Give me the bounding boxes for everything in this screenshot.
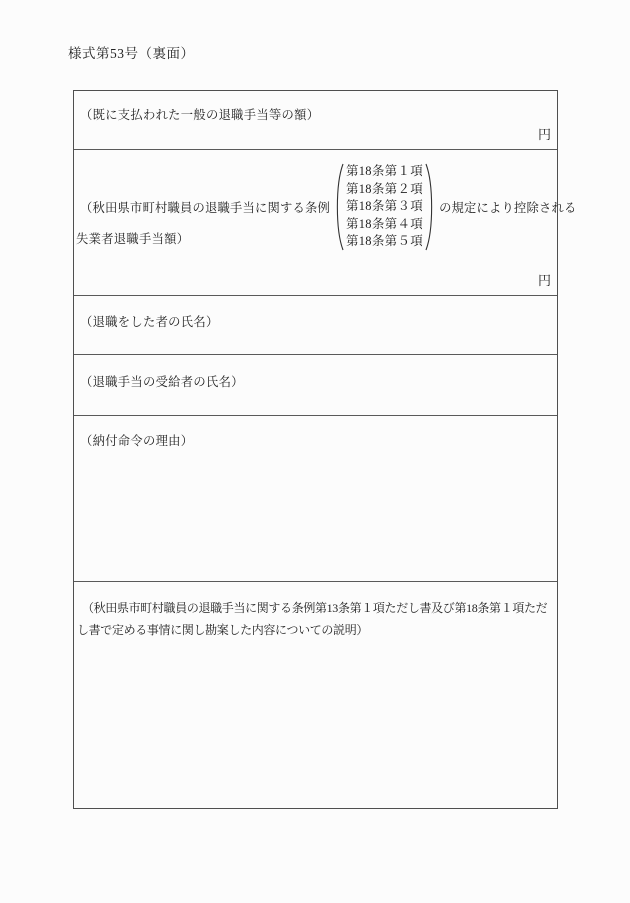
clause-item: 第18条第４項 [345,216,424,231]
clause-item: 第18条第３項 [345,199,424,214]
payment-order-reason-label: （納付命令の理由） [80,434,194,448]
clause-item: 第18条第１項 [345,164,424,179]
clause-item: 第18条第２項 [345,181,424,196]
table-row-explanation [74,582,557,808]
clause-text-before: （秋田県市町村職員の退職手当に関する条例 [80,201,330,215]
form-table [73,90,577,809]
clause-item-list [344,163,425,251]
clause-item: 第18条第５項 [345,234,424,249]
retiree-name-label: （退職をした者の氏名） [80,315,219,329]
left-bracket-icon [333,162,344,252]
paid-allowance-label: （既に支払われた一般の退職手当等の額） [80,108,320,122]
table-row-deducted-allowance [74,150,577,296]
clause-bracket-group [333,162,436,252]
table-row-recipient-name [74,355,557,416]
explanation-label: （秋田県市町村職員の退職手当に関する条例第13条第１項ただし書及び第18条第１項ただし書で定める事情に関し勘案した内容についての説明） [77,601,548,637]
table-row-payment-order-reason [74,416,557,582]
form-title: 様式第53号（裏面） [68,46,195,61]
yen-unit-label: 円 [537,127,551,142]
table-row-paid-allowance [74,91,557,150]
recipient-name-label: （退職手当の受給者の氏名） [80,375,244,389]
clause-text-continued: 失業者退職手当額） [76,232,190,246]
table-row-retiree-name [74,296,557,355]
right-bracket-icon [425,162,436,252]
clause-text-after: の規定により控除される [439,201,577,215]
yen-unit-label: 円 [537,273,551,288]
